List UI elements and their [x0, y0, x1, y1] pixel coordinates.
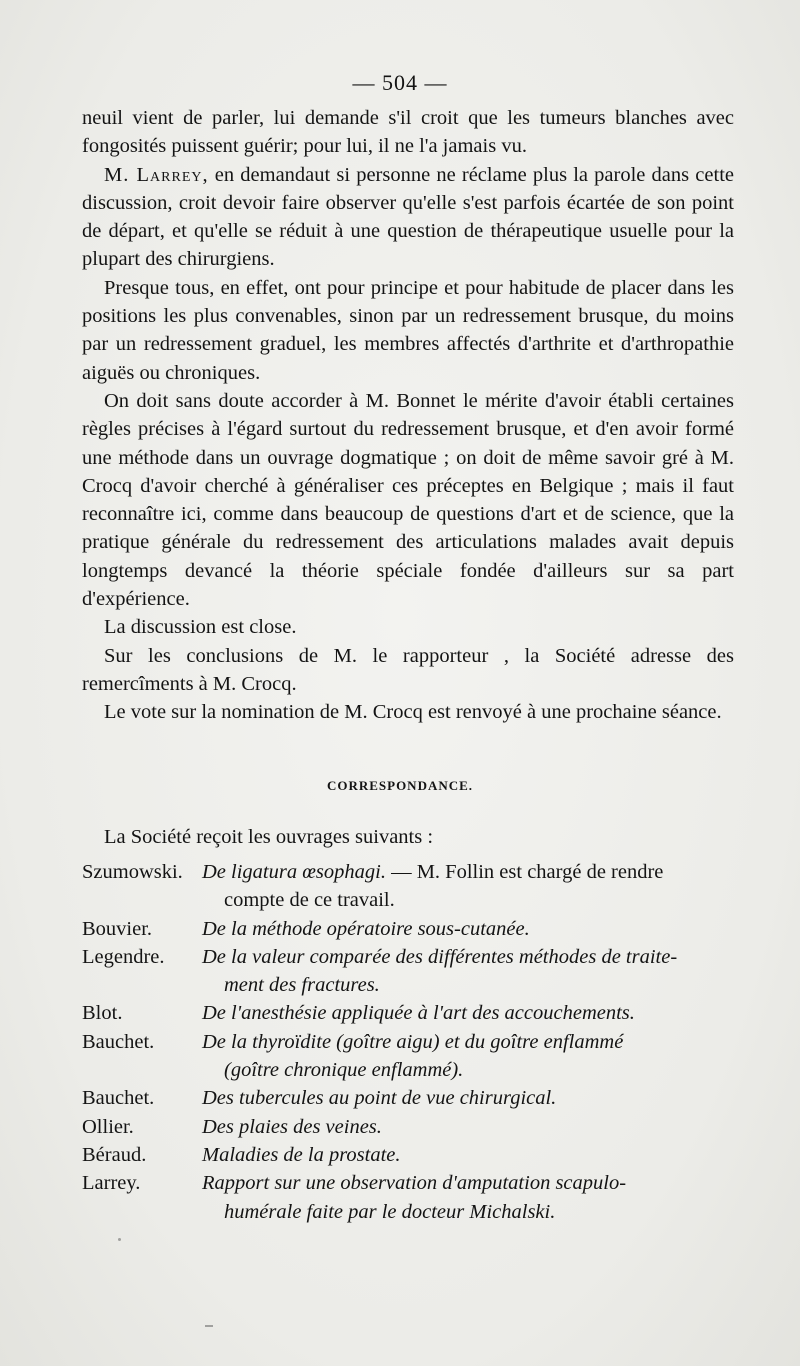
work-title-block — [202, 1028, 734, 1085]
work-title-block — [202, 1169, 734, 1226]
work-title-continuation: ment des fractures. — [224, 974, 380, 997]
work-entry — [82, 1113, 734, 1141]
work-author: Blot. — [82, 1002, 123, 1025]
work-title: Rapport sur une observation d'amputation scapulo- — [202, 1172, 627, 1195]
work-author: Bouvier. — [82, 917, 153, 940]
paragraph: La discussion est close. — [104, 616, 297, 639]
work-entry — [82, 943, 734, 1000]
work-author: Bauchet. — [82, 1030, 155, 1053]
work-title-continuation: humérale faite par le docteur Michalski. — [224, 1200, 556, 1223]
work-entry — [82, 1028, 734, 1085]
work-note: — M. Follin est chargé de rendre — [385, 861, 664, 883]
work-entry — [82, 999, 734, 1027]
paragraph: Sur les conclusions de M. le rapporteur , la Société adresse des remercîments à M. Crocq. — [82, 644, 734, 695]
work-title: De la méthode opératoire sous-cutanée. — [202, 917, 530, 940]
work-title: Des tubercules au point de vue chirurgical. — [202, 1087, 557, 1110]
work-title: De la thyroïdite (goître aigu) et du goître enflammé — [202, 1030, 624, 1053]
work-author: Béraud. — [82, 1143, 147, 1166]
work-title: De la valeur comparée des différentes méthodes de traite- — [202, 945, 678, 968]
paragraph: Le vote sur la nomination de M. Crocq est renvoyé à une prochaine séance. — [104, 701, 722, 724]
work-author: Ollier. — [82, 1115, 134, 1138]
work-title-block — [202, 943, 734, 1000]
work-title-continuation: compte de ce travail. — [224, 889, 395, 912]
paper-speck — [118, 1238, 121, 1241]
paper-speck — [205, 1325, 213, 1327]
work-title-block — [202, 858, 734, 915]
paragraph — [82, 161, 734, 274]
works-list — [82, 858, 734, 1226]
work-entry — [82, 1141, 734, 1169]
work-title-continuation: (goître chronique enflammé). — [224, 1059, 464, 1082]
work-title: Des plaies des veines. — [202, 1115, 382, 1138]
work-title: Maladies de la prostate. — [202, 1143, 401, 1166]
speaker-name: M. Larrey, — [104, 163, 209, 186]
work-author: Szumowski. — [82, 861, 183, 883]
work-entry — [82, 1084, 734, 1112]
work-entry — [82, 1169, 734, 1226]
work-title: De ligatura œsophagi. — [202, 861, 386, 883]
work-entry — [82, 858, 734, 915]
body-text — [82, 104, 734, 727]
section-title: CORRESPONDANCE. — [326, 778, 474, 793]
page-number: — 504 — — [352, 70, 448, 95]
work-author: Legendre. — [82, 945, 165, 968]
paragraph-text: en demandaut si personne ne réclame plus la parole dans cette discussion, croit devoir faire observer qu'elle s'est parfois écartée de son point de départ, et qu'elle se réduit à une question de thérapeutique usuelle pour la plupart des chirurgiens. — [82, 163, 734, 271]
work-entry — [82, 915, 734, 943]
work-author: Larrey. — [82, 1172, 141, 1195]
work-author: Bauchet. — [82, 1087, 155, 1110]
received-line: La Société reçoit les ouvrages suivants : — [104, 826, 434, 848]
work-title: De l'anesthésie appliquée à l'art des accouchements. — [202, 1002, 635, 1025]
paragraph: Presque tous, en effet, ont pour principe et pour habitude de placer dans les positions les plus convenables, sinon par un redressement brusque, du moins par un redressement graduel, les membres affectés d'arthrite et d'arthropathie aiguës ou chroniques. — [82, 276, 734, 384]
paragraph: neuil vient de parler, lui demande s'il croit que les tumeurs blanches avec fongosités puissent guérir; pour lui, il ne l'a jamais vu. — [82, 107, 734, 158]
paragraph: On doit sans doute accorder à M. Bonnet le mérite d'avoir établi certaines règles précises à l'égard surtout du redressement brusque, et d'en avoir formé une méthode dans un ouvrage dogmatique ; on doit de même savoir gré à M. Crocq d'avoir cherché à généraliser ces préceptes en Belgique ; mais il faut reconnaître ici, comme dans beaucoup de questions d'art et de science, que la pratique générale du redressement des articulations malades avait depuis longtemps devancé la théorie spéciale fondée d'ailleurs sur sa part d'expérience. — [82, 389, 734, 611]
